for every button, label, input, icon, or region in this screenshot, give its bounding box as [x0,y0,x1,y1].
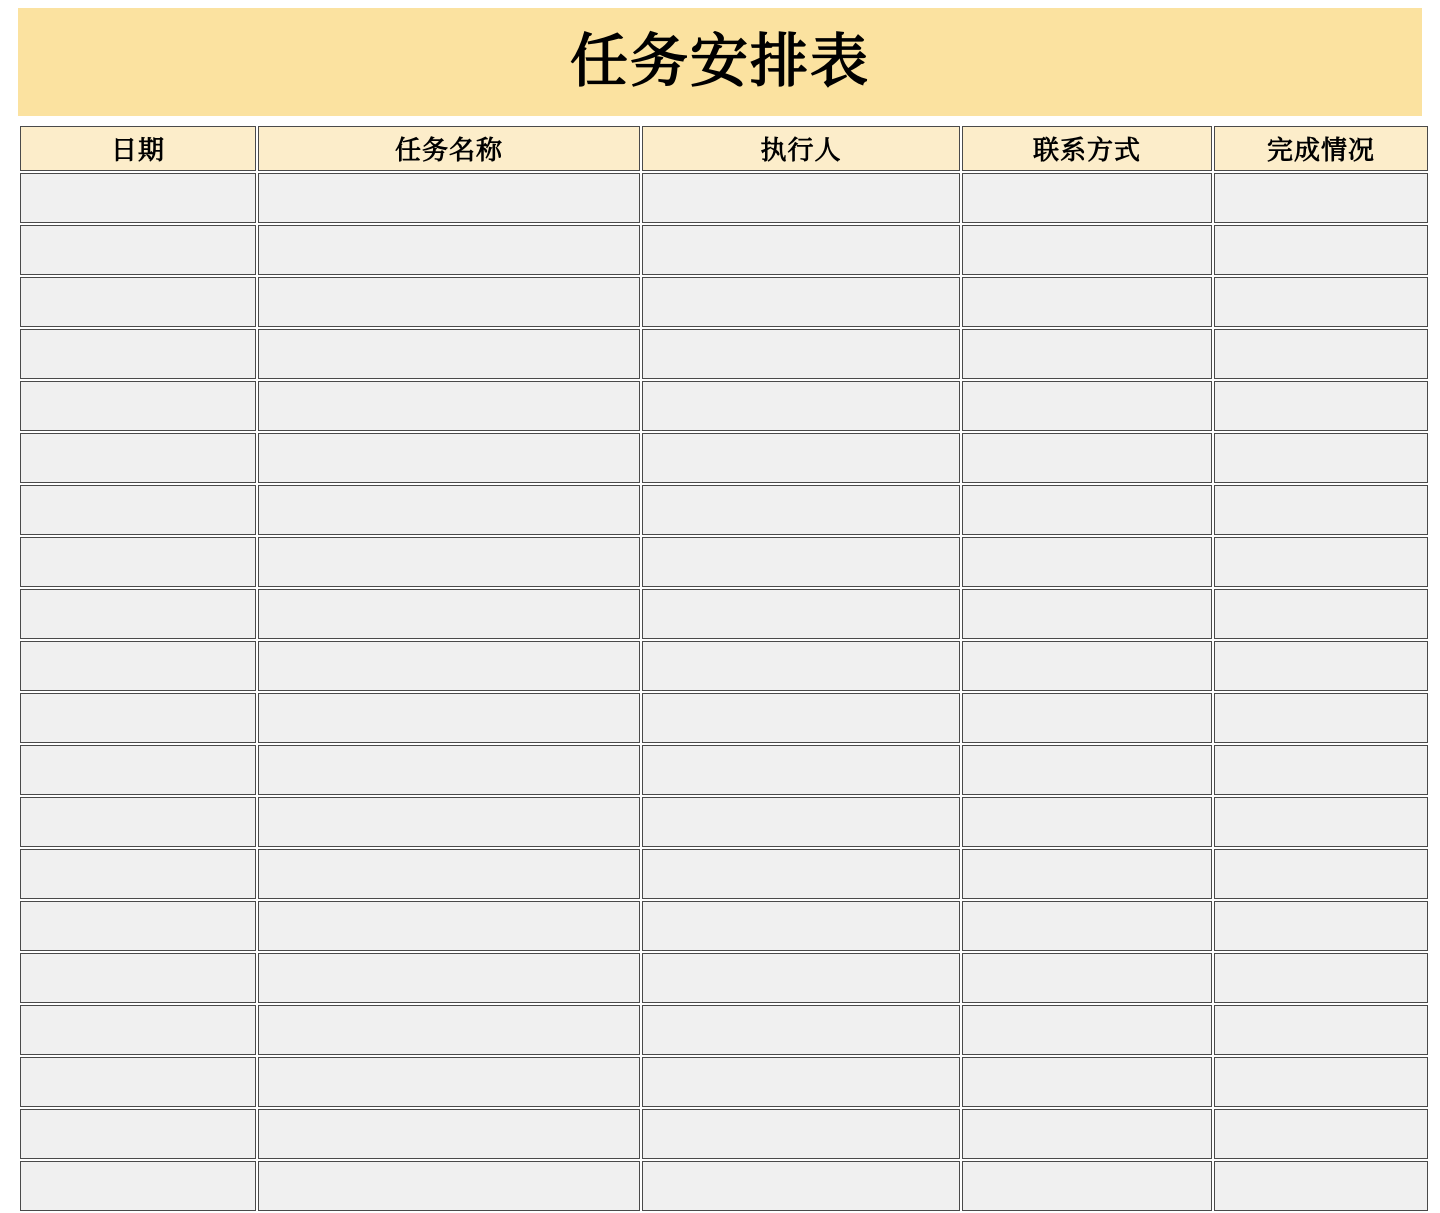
table-cell[interactable] [1214,745,1428,795]
table-cell[interactable] [1214,485,1428,535]
table-cell[interactable] [962,901,1212,951]
table-cell[interactable] [20,381,256,431]
table-cell[interactable] [20,1161,256,1211]
table-row [20,537,1428,587]
table-row [20,485,1428,535]
table-row [20,1057,1428,1107]
table-cell[interactable] [962,953,1212,1003]
table-cell[interactable] [258,589,640,639]
table-cell[interactable] [642,901,960,951]
table-cell[interactable] [1214,849,1428,899]
table-cell[interactable] [962,329,1212,379]
table-cell[interactable] [642,1057,960,1107]
table-cell[interactable] [258,901,640,951]
document-title-bar [18,8,1422,116]
table-cell[interactable] [642,797,960,847]
table-cell[interactable] [642,485,960,535]
table-cell[interactable] [20,1057,256,1107]
table-cell[interactable] [962,693,1212,743]
table-cell[interactable] [258,745,640,795]
table-cell[interactable] [1214,693,1428,743]
table-cell[interactable] [20,849,256,899]
table-cell[interactable] [20,433,256,483]
table-cell[interactable] [258,1161,640,1211]
table-cell[interactable] [962,745,1212,795]
table-cell[interactable] [258,693,640,743]
table-row [20,745,1428,795]
table-cell[interactable] [642,953,960,1003]
table-cell[interactable] [20,901,256,951]
table-cell[interactable] [962,277,1212,327]
table-cell[interactable] [258,329,640,379]
table-row [20,797,1428,847]
table-row [20,693,1428,743]
task-schedule-table [18,124,1430,1213]
table-cell[interactable] [1214,901,1428,951]
page-title: 任务安排表 [569,29,870,94]
table-cell[interactable] [20,225,256,275]
table-cell[interactable] [20,485,256,535]
table-cell[interactable] [1214,225,1428,275]
table-cell[interactable] [1214,797,1428,847]
table-cell[interactable] [1214,1109,1428,1159]
column-header-contact: 联系方式 [962,126,1212,171]
table-cell[interactable] [20,173,256,223]
table-cell[interactable] [258,433,640,483]
column-header-status: 完成情况 [1214,126,1428,171]
table-cell[interactable] [20,1005,256,1055]
table-cell[interactable] [20,797,256,847]
column-header-task-name: 任务名称 [258,126,640,171]
table-cell[interactable] [1214,381,1428,431]
table-cell[interactable] [258,849,640,899]
table-cell[interactable] [258,381,640,431]
table-cell[interactable] [20,277,256,327]
table-cell[interactable] [642,381,960,431]
table-cell[interactable] [962,485,1212,535]
table-cell[interactable] [258,1109,640,1159]
table-cell[interactable] [258,485,640,535]
table-row [20,1109,1428,1159]
table-cell[interactable] [258,225,640,275]
table-row [20,381,1428,431]
table-cell[interactable] [642,433,960,483]
table-row [20,277,1428,327]
table-cell[interactable] [1214,173,1428,223]
table-row [20,433,1428,483]
table-cell[interactable] [642,745,960,795]
table-cell[interactable] [962,1161,1212,1211]
table-row [20,849,1428,899]
table-row [20,173,1428,223]
table-cell[interactable] [258,537,640,587]
table-cell[interactable] [962,225,1212,275]
table-cell[interactable] [1214,1057,1428,1107]
table-cell[interactable] [20,745,256,795]
table-cell[interactable] [642,589,960,639]
table-cell[interactable] [642,277,960,327]
table-cell[interactable] [962,433,1212,483]
table-row [20,641,1428,691]
table-row [20,953,1428,1003]
table-cell[interactable] [258,1005,640,1055]
table-cell[interactable] [20,589,256,639]
table-cell[interactable] [1214,953,1428,1003]
table-cell[interactable] [642,225,960,275]
table-cell[interactable] [962,849,1212,899]
table-cell[interactable] [642,1161,960,1211]
table-cell[interactable] [1214,1005,1428,1055]
table-cell[interactable] [20,537,256,587]
table-body [20,173,1428,1211]
table-cell[interactable] [20,1109,256,1159]
table-cell[interactable] [1214,589,1428,639]
table-cell[interactable] [642,849,960,899]
table-cell[interactable] [962,1109,1212,1159]
table-cell[interactable] [1214,641,1428,691]
table-cell[interactable] [962,1005,1212,1055]
column-header-assignee: 执行人 [642,126,960,171]
table-cell[interactable] [20,641,256,691]
table-cell[interactable] [962,537,1212,587]
table-cell[interactable] [1214,1161,1428,1211]
table-cell[interactable] [642,693,960,743]
table-cell[interactable] [642,329,960,379]
table-header-row [20,126,1428,171]
table-cell[interactable] [258,1057,640,1107]
table-cell[interactable] [962,1057,1212,1107]
table-cell[interactable] [258,953,640,1003]
table-cell[interactable] [962,641,1212,691]
table-cell[interactable] [642,1109,960,1159]
table-cell[interactable] [258,173,640,223]
table-cell[interactable] [1214,537,1428,587]
table-cell[interactable] [1214,277,1428,327]
table-row [20,225,1428,275]
table-cell[interactable] [1214,433,1428,483]
column-header-date: 日期 [20,126,256,171]
table-cell[interactable] [258,797,640,847]
table-cell[interactable] [962,381,1212,431]
table-cell[interactable] [642,537,960,587]
table-cell[interactable] [258,641,640,691]
table-row [20,1005,1428,1055]
table-cell[interactable] [642,173,960,223]
table-cell[interactable] [642,1005,960,1055]
table-cell[interactable] [20,953,256,1003]
table-cell[interactable] [1214,329,1428,379]
table-cell[interactable] [962,173,1212,223]
table-row [20,901,1428,951]
table-cell[interactable] [20,329,256,379]
table-row [20,1161,1428,1211]
table-cell[interactable] [962,589,1212,639]
table-cell[interactable] [642,641,960,691]
table-row [20,589,1428,639]
table-cell[interactable] [962,797,1212,847]
table-cell[interactable] [20,693,256,743]
table-cell[interactable] [258,277,640,327]
table-row [20,329,1428,379]
